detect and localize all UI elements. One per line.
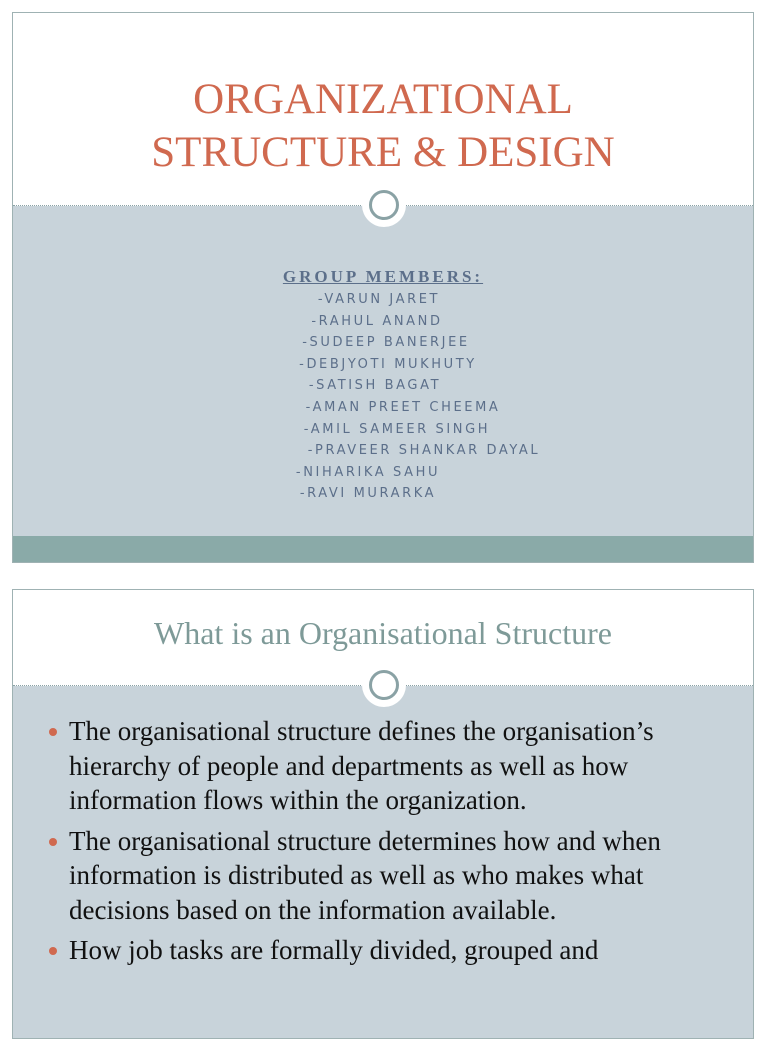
bullet-text: The organisational structure defines the organisation’s hierarchy of people and departments as well as how information flows within the organization.: [69, 716, 654, 815]
bullet-list: [49, 714, 713, 974]
member-name: -AMIL SAMEER SINGH: [303, 421, 491, 437]
bottom-band: [13, 536, 753, 562]
member-name: -AMAN PREET CHEEMA: [305, 399, 501, 415]
member-name: -DEBJYOTI MUKHUTY: [299, 356, 477, 372]
member-name: -SUDEEP BANERJEE: [302, 335, 470, 351]
bullet-dot-icon: [49, 728, 57, 736]
bullet-dot-icon: [49, 947, 57, 955]
bullet-text: How job tasks are formally divided, grouped and: [69, 935, 599, 965]
content-slide: [12, 589, 754, 1039]
main-title-line-1: ORGANIZATIONAL: [193, 76, 573, 123]
members-heading: GROUP MEMBERS:: [282, 267, 484, 286]
bullet-text: The organisational structure determines how and when information is distributed as well as who makes what decisions based on the information available.: [69, 825, 661, 925]
member-name: -RAVI MURARKA: [299, 486, 437, 502]
member-name: -RAHUL ANAND: [311, 313, 443, 329]
title-slide: [12, 12, 754, 563]
title-area: [13, 13, 753, 206]
circle-ornament-icon: [362, 663, 406, 707]
circle-ornament-icon: [362, 183, 406, 227]
member-name: -VARUN JARET: [317, 292, 441, 307]
group-members: [13, 267, 753, 505]
slide-title: What is an Organisational Structure: [154, 615, 612, 651]
main-title-line-2: STRUCTURE & DESIGN: [151, 129, 615, 176]
bullet-dot-icon: [49, 838, 57, 846]
list-item: [49, 714, 713, 818]
list-item: [49, 824, 713, 928]
list-item: [49, 933, 713, 968]
member-name: -PRAVEER SHANKAR DAYAL: [307, 443, 541, 459]
main-title: [13, 73, 753, 179]
member-name: -SATISH BAGAT: [308, 378, 442, 394]
member-name: -NIHARIKA SAHU: [295, 464, 441, 480]
